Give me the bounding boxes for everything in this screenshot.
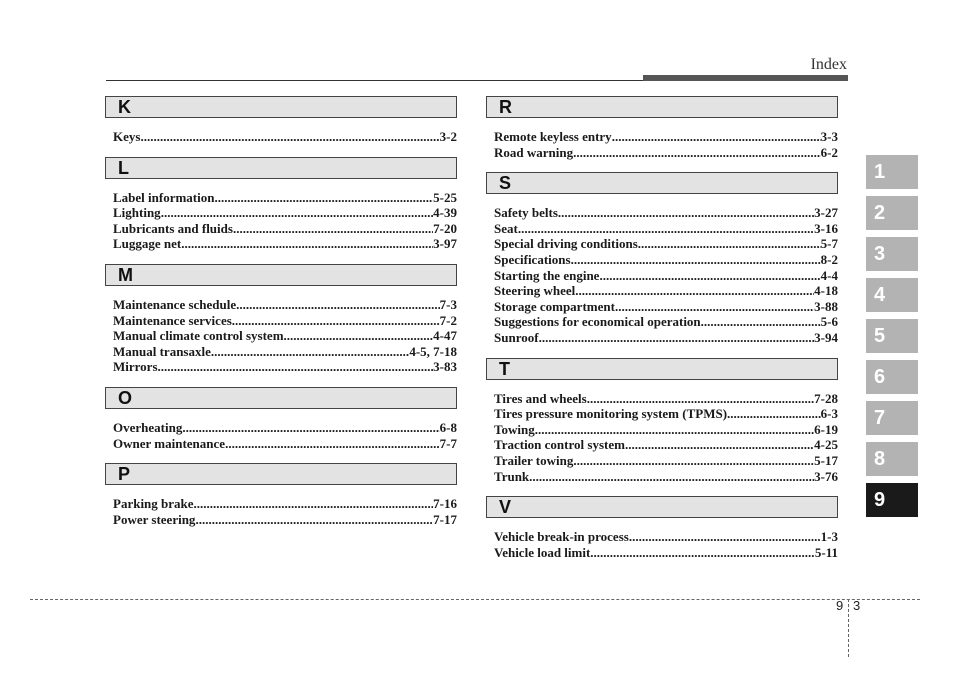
dot-leader [158,359,434,375]
footer-chapter-number: 9 [836,598,844,613]
index-entry-label: Traction control system [494,437,625,453]
index-entry-label: Special driving conditions [494,236,638,252]
index-entry-label: Specifications [494,251,571,267]
index-entry-label: Seat [494,220,518,236]
index-entry[interactable] [494,314,838,330]
dot-leader [236,297,440,313]
chapter-tab-6[interactable]: 6 [866,360,918,394]
index-entry[interactable] [113,221,457,237]
index-entry-page: 6-8 [439,419,457,435]
index-entry[interactable] [494,283,838,299]
index-entry[interactable] [494,406,838,422]
index-entry-label: Starting the engine [494,267,600,283]
index-entry-label: Vehicle break-in process [494,529,629,545]
index-entry-label: Lubricants and fluids [113,220,233,236]
index-entry[interactable] [113,420,457,436]
index-entry-page: 4-4 [820,267,838,283]
index-entry-page: 3-3 [820,129,838,144]
dot-leader [573,145,821,161]
section-entries [105,409,457,463]
section-header-v: V [486,496,838,518]
index-entry-label: Luggage net [113,236,182,252]
dot-leader [587,391,814,407]
dot-leader [558,205,814,221]
index-entry-page: 5-25 [433,189,457,205]
dot-leader [232,313,440,329]
chapter-tab-7[interactable]: 7 [866,401,918,435]
section-header-r: R [486,96,838,118]
index-entry-page: 4-18 [814,283,838,299]
index-entry[interactable] [113,205,457,221]
index-entry-page: 3-27 [814,205,838,221]
chapter-tabs [866,155,918,524]
index-entry[interactable] [113,512,457,528]
index-entry[interactable] [494,299,838,315]
dot-leader [284,328,434,344]
index-entry-label: Tires pressure monitoring system (TPMS) [494,406,728,422]
index-entry-page: 7-20 [433,220,457,236]
dot-leader [612,129,821,145]
index-entry[interactable] [494,268,838,284]
index-entry-label: Towing [494,421,535,437]
index-entry-label: Sunroof [494,329,539,345]
dot-leader [573,453,814,469]
index-entry-label: Overheating [113,419,183,435]
index-entry-page: 4-25 [814,437,838,453]
index-entry-page: 3-16 [814,220,838,236]
index-column-right [486,96,838,572]
index-entry[interactable] [113,328,457,344]
index-column-left [105,96,457,539]
section-header-k: K [105,96,457,118]
index-entry-label: Lighting [113,205,161,221]
footer-divider [848,599,849,657]
dot-leader [518,221,814,237]
index-entry-label: Owner maintenance [113,435,226,451]
index-entry[interactable] [113,496,457,512]
section-entries [486,380,838,497]
index-entry[interactable] [113,129,457,145]
section-entries [486,118,838,172]
index-entry-label: Manual climate control system [113,328,284,344]
chapter-tab-8[interactable]: 8 [866,442,918,476]
chapter-tab-1[interactable]: 1 [866,155,918,189]
index-entry-page: 4-5, 7-18 [409,343,457,359]
dot-leader [211,344,409,360]
index-entry-label: Remote keyless entry [494,129,612,144]
index-entry[interactable] [494,129,838,145]
index-entry[interactable] [113,236,457,252]
index-entry-label: Maintenance schedule [113,296,237,312]
index-entry-page: 3-76 [814,468,838,484]
index-entry-page: 7-7 [439,435,457,451]
index-entry-page: 5-7 [820,236,838,252]
index-entry-label: Safety belts [494,205,558,221]
index-entry-label: Trailer towing [494,452,574,468]
section-header-s: S [486,172,838,194]
index-entry-page: 3-88 [814,298,838,314]
index-entry-page: 7-17 [433,511,457,527]
section-entries [105,286,457,387]
index-entry[interactable] [113,313,457,329]
section-header-t: T [486,358,838,380]
dot-leader [225,436,440,452]
index-entry[interactable] [494,453,838,469]
dot-leader [575,283,814,299]
section-entries [486,194,838,357]
index-entry-page: 5-6 [820,314,838,330]
index-entry-label: Road warning [494,144,574,160]
dot-leader [194,496,434,512]
index-entry-label: Tires and wheels [494,390,587,406]
dot-leader [571,252,821,268]
index-entry-label: Vehicle load limit [494,544,591,560]
dot-leader [182,420,439,436]
index-entry[interactable] [494,545,838,561]
dot-leader [529,469,814,485]
chapter-tab-2[interactable]: 2 [866,196,918,230]
header-accent-bar [643,75,848,81]
index-entry[interactable] [494,422,838,438]
index-entry-label: Storage compartment [494,298,615,314]
footer-rule [30,599,920,600]
index-entry-page: 3-97 [433,236,457,252]
chapter-tab-3[interactable]: 3 [866,237,918,271]
dot-leader [181,236,433,252]
index-entry[interactable] [494,437,838,453]
index-entry-label: Suggestions for economical operation [494,314,701,330]
index-entry[interactable] [494,252,838,268]
index-entry-page: 7-16 [433,496,457,512]
index-entry-page: 3-83 [433,359,457,375]
index-entry[interactable] [494,469,838,485]
dot-leader [140,129,439,145]
index-entry[interactable] [494,236,838,252]
dot-leader [535,422,814,438]
section-header-p: P [105,463,457,485]
dot-leader [590,545,815,561]
chapter-tab-9[interactable]: 9 [866,483,918,517]
index-entry-label: Mirrors [113,359,158,375]
section-entries [105,118,457,157]
index-entry[interactable] [113,344,457,360]
index-entry[interactable] [494,330,838,346]
dot-leader [625,437,814,453]
page-header-title: Index [810,56,847,73]
index-entry-page: 6-3 [820,406,838,422]
index-entry-page: 6-19 [814,421,838,437]
index-entry[interactable] [113,297,457,313]
section-header-m: M [105,264,457,286]
index-entry[interactable] [113,359,457,375]
index-entry[interactable] [494,221,838,237]
index-entry[interactable] [494,529,838,545]
index-entry-page: 1-3 [820,529,838,545]
dot-leader [539,330,815,346]
chapter-tab-5[interactable]: 5 [866,319,918,353]
index-entry-page: 6-2 [820,144,838,160]
dot-leader [615,299,814,315]
index-entry-page: 7-28 [814,390,838,406]
index-entry-label: Parking brake [113,496,194,512]
index-entry-page: 4-47 [433,328,457,344]
section-entries [486,518,838,572]
dot-leader [161,205,433,221]
index-entry[interactable] [494,205,838,221]
index-entry[interactable] [113,436,457,452]
index-entry[interactable] [494,145,838,161]
index-entry-page: 5-17 [814,452,838,468]
index-entry-page: 8-2 [820,251,838,267]
dot-leader [599,268,820,284]
dot-leader [214,190,433,206]
section-entries [105,485,457,539]
index-entry-page: 5-11 [814,544,838,560]
index-entry-label: Steering wheel [494,283,576,299]
index-entry[interactable] [113,190,457,206]
dot-leader [233,221,433,237]
dot-leader [727,406,821,422]
dot-leader [701,314,821,330]
footer-page-number: 3 [853,598,861,613]
index-entry[interactable] [494,391,838,407]
index-entry-page: 3-94 [814,329,838,345]
index-entry-label: Maintenance services [113,312,232,328]
index-entry-page: 3-2 [439,129,457,144]
dot-leader [195,512,433,528]
dot-leader [629,529,821,545]
chapter-tab-4[interactable]: 4 [866,278,918,312]
section-header-o: O [105,387,457,409]
index-entry-label: Label information [113,189,215,205]
index-entry-page: 7-3 [439,296,457,312]
index-entry-label: Power steering [113,511,196,527]
section-entries [105,179,457,264]
index-entry-label: Trunk [494,468,530,484]
section-header-l: L [105,157,457,179]
index-entry-label: Manual transaxle [113,343,211,359]
index-entry-page: 7-2 [439,312,457,328]
index-entry-label: Keys [113,129,141,144]
dot-leader [638,236,821,252]
index-entry-page: 4-39 [433,205,457,221]
